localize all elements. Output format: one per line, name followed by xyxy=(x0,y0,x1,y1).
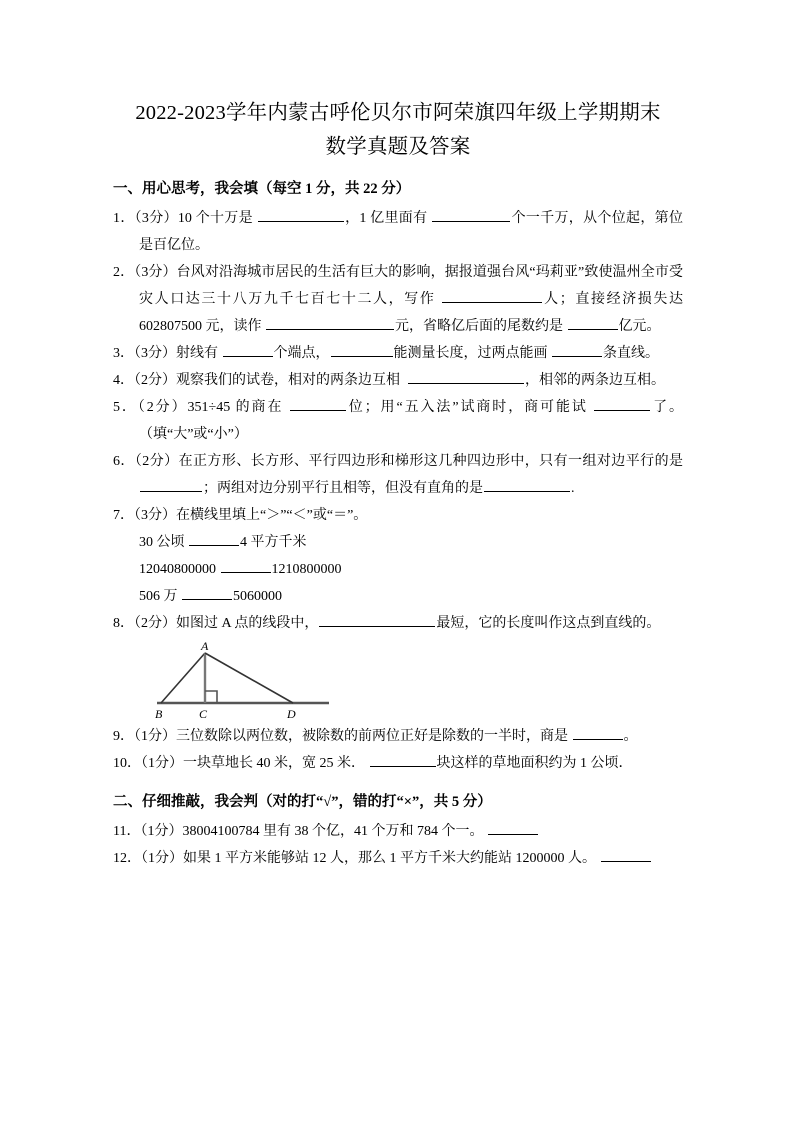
question-5-score: （2分） xyxy=(137,400,188,415)
question-7-score: （3分） xyxy=(134,508,176,523)
answer-blank[interactable] xyxy=(601,848,651,862)
answer-blank[interactable] xyxy=(182,586,232,600)
question-1-number: 1． xyxy=(113,211,135,226)
answer-blank[interactable] xyxy=(290,397,346,411)
question-7 xyxy=(113,502,683,529)
question-2-number: 2． xyxy=(113,265,135,280)
section-heading-2: 二、仔细推敲，我会判（对的打“√”，错的打“×”，共 5 分） xyxy=(113,794,492,810)
question-6-text-3: . xyxy=(571,481,575,496)
label-b: B xyxy=(155,707,163,721)
question-8-text-2: 最短，它的长度叫作这点到直线的 xyxy=(436,616,647,631)
answer-blank[interactable] xyxy=(319,613,435,627)
answer-blank[interactable] xyxy=(484,478,570,492)
question-7-line-3 xyxy=(113,583,683,610)
answer-blank[interactable] xyxy=(370,753,436,767)
question-1 xyxy=(113,205,683,259)
question-6-number: 6． xyxy=(113,454,135,469)
question-9 xyxy=(113,723,683,750)
compare-left: 12040800000 xyxy=(139,562,216,577)
question-11-number: 11． xyxy=(113,824,141,839)
question-11-score: （1分） xyxy=(140,824,183,839)
question-1-text-1: 10 个十万是 xyxy=(177,211,253,226)
question-3-text-1: 射线有 xyxy=(176,346,218,361)
question-6 xyxy=(113,448,683,502)
question-2-text-3: 元，省略亿后面的尾数约是 xyxy=(395,319,563,334)
question-7-number: 7． xyxy=(113,508,134,523)
question-5 xyxy=(113,394,683,448)
compare-right: 5060000 xyxy=(233,589,282,604)
answer-blank[interactable] xyxy=(221,559,271,573)
answer-blank[interactable] xyxy=(568,316,618,330)
answer-blank[interactable] xyxy=(223,343,273,357)
label-d: D xyxy=(287,707,296,721)
answer-blank[interactable] xyxy=(488,821,538,835)
question-9-text-2: 。 xyxy=(623,729,638,744)
question-3-text-4: 条直线。 xyxy=(603,346,659,361)
question-10-number: 10． xyxy=(113,756,141,771)
question-3 xyxy=(113,340,683,367)
question-2-text-4: 亿元。 xyxy=(618,319,661,334)
question-4-score: （2分） xyxy=(134,373,176,388)
question-9-text-1: 三位数除以两位数，被除数的前两位正好是除数的一半时，商是 xyxy=(176,729,568,744)
answer-blank[interactable] xyxy=(258,208,344,222)
page-content xyxy=(113,96,683,872)
question-12 xyxy=(113,845,683,872)
question-1-score: （3分） xyxy=(134,211,178,226)
question-2-text-2: 人；直接经济损失达 602807500 元，读作 xyxy=(139,292,684,334)
question-10 xyxy=(113,750,683,777)
answer-blank[interactable] xyxy=(266,316,394,330)
question-8-text-3: 。 xyxy=(646,616,661,631)
question-3-number: 3． xyxy=(113,346,134,361)
question-6-text-2: ；两组对边分别平行且相等，但没有直角的是 xyxy=(203,481,483,496)
question-6-score: （2分） xyxy=(134,454,179,469)
question-7-text-1: 在横线里填上“＞”“＜”或“＝”。 xyxy=(176,508,368,523)
question-12-text-1: 如果 1 平方米能够站 12 人，那么 1 平方千米大约能站 1200000 人。 xyxy=(183,851,596,866)
answer-blank[interactable] xyxy=(594,397,650,411)
compare-left: 506 万 xyxy=(139,589,178,604)
question-8-number: 8． xyxy=(113,616,134,631)
question-10-text-2: 块这样的草地面积约为 1 公顷． xyxy=(436,756,633,771)
question-4-text-1: 观察我们的试卷，相对的两条边互相 xyxy=(176,373,400,388)
question-4-number: 4． xyxy=(113,373,134,388)
question-1-text-2: ，1 亿里面有 xyxy=(344,211,428,226)
question-5-text-3: 了。（填“大”或“小”） xyxy=(139,400,684,442)
question-1-text-4: 位是百亿位。 xyxy=(139,211,683,253)
question-8-figure xyxy=(113,641,683,721)
question-10-text-1: 一块草地长 40 米，宽 25 米． xyxy=(183,756,365,771)
question-9-number: 9． xyxy=(113,729,134,744)
question-4 xyxy=(113,367,683,394)
label-a: A xyxy=(201,641,209,653)
question-1-text-3: 个一千万，从个位起，第 xyxy=(511,211,669,226)
compare-right: 1210800000 xyxy=(271,562,342,577)
question-12-number: 12． xyxy=(113,851,141,866)
question-10-score: （1分） xyxy=(141,756,183,771)
title-line-1: 2022-2023学年内蒙古呼伦贝尔市阿荣旗四年级上学期期末 xyxy=(135,102,661,124)
question-2-score: （3分） xyxy=(134,265,177,280)
compare-right: 4 平方千米 xyxy=(240,535,307,550)
question-7-line-1 xyxy=(113,529,683,556)
triangle-diagram xyxy=(153,641,333,721)
section-heading-1: 一、用心思考，我会填（每空 1 分，共 22 分） xyxy=(113,181,411,197)
answer-blank[interactable] xyxy=(442,289,542,303)
question-8-score: （2分） xyxy=(134,616,176,631)
question-4-text-3: 。 xyxy=(651,373,665,388)
label-c: C xyxy=(199,707,208,721)
question-3-score: （3分） xyxy=(134,346,176,361)
answer-blank[interactable] xyxy=(552,343,602,357)
question-2 xyxy=(113,259,683,340)
answer-blank[interactable] xyxy=(189,532,239,546)
question-7-line-2 xyxy=(113,556,683,583)
answer-blank[interactable] xyxy=(331,343,393,357)
segment-ad xyxy=(205,653,293,703)
question-5-text-2: 位；用“五入法”试商时，商可能试 xyxy=(346,400,588,415)
page-title xyxy=(113,96,683,164)
question-11-text-1: 38004100784 里有 38 个亿，41 个万和 784 个一。 xyxy=(182,824,484,839)
answer-blank[interactable] xyxy=(408,370,524,384)
question-8-text-1: 如图过 A 点的线段中， xyxy=(176,616,319,631)
segment-ab xyxy=(161,653,205,703)
answer-blank[interactable] xyxy=(573,726,623,740)
question-5-number: 5． xyxy=(113,400,138,415)
question-6-text-1: 在正方形、长方形、平行四边形和梯形这几种四边形中，只有一组对边平行的是 xyxy=(178,454,684,469)
question-3-text-3: 能测量长度，过两点能画 xyxy=(393,346,548,361)
answer-blank[interactable] xyxy=(140,478,202,492)
question-4-text-2: ，相邻的两条边互相 xyxy=(525,373,651,388)
question-12-score: （1分） xyxy=(141,851,183,866)
question-9-score: （1分） xyxy=(134,729,176,744)
right-angle-marker xyxy=(205,691,217,703)
compare-left: 30 公顷 xyxy=(139,535,185,550)
title-line-2: 数学真题及答案 xyxy=(325,136,471,158)
question-11 xyxy=(113,818,683,845)
question-2-text-1: 台风对沿海城市居民的生活有巨大的影响，据报道强台风“玛莉亚”致使温州全市受灾人口达三十八万九千七百七十二人，写作 xyxy=(139,265,683,307)
answer-blank[interactable] xyxy=(432,208,510,222)
question-8 xyxy=(113,610,683,637)
question-5-text-1: 351÷45 的商在 xyxy=(187,400,284,415)
question-3-text-2: 个端点， xyxy=(273,346,330,361)
